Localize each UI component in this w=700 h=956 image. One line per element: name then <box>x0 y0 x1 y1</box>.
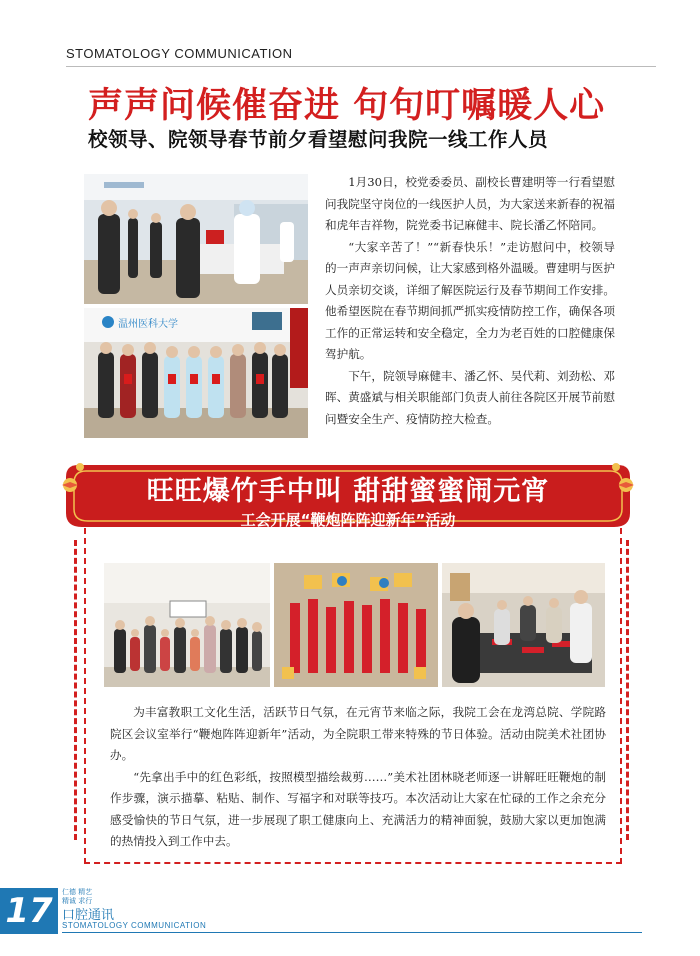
photo-visit-reception <box>84 174 308 304</box>
photo-event-workshop <box>442 563 605 687</box>
photo-sign-text: 温州医科大学 <box>118 319 178 330</box>
article1-paragraph: 1月30日，校党委委员、副校长曹建明等一行看望慰问我院坚守岗位的一线医护人员，为大家送来新春的祝福和虎年吉祥物，院党委书记麻健丰、院长潘乙怀陪同。 <box>325 175 615 232</box>
event-banner <box>58 455 638 545</box>
footer-rule <box>62 932 642 933</box>
article1-body <box>325 172 615 430</box>
article-title: 声声问候催奋进 句句叮嘱暖人心 <box>88 86 606 126</box>
article2-paragraph: 为丰富教职工文化生活，活跃节日气氛，在元宵节来临之际，我院工会在龙湾总院、学院路院区会议室举行“鞭炮阵阵迎新年”活动，为全院职工带来特殊的节日体验。活动由院美术社团协办。 <box>110 705 606 762</box>
footer-motto-line: 精诚 求行 <box>62 897 93 905</box>
footer-motto-line: 仁德 精艺 <box>62 888 93 896</box>
frame-dash-right <box>626 540 633 840</box>
article2-paragraph: “先拿出手中的红色彩纸，按照模型描绘裁剪……”美术社团林晓老师逐一讲解旺旺鞭炮的制作步骤，演示描摹、粘贴、制作、写福字和对联等技巧。本次活动让大家在忙碌的工作之余充分感受愉快的节日气氛，进一步展现了职工健康向上、充满活力的精神面貌，鼓励大家以更加饱满的热情投入到工作中去。 <box>110 769 606 848</box>
article2-body <box>110 702 606 853</box>
footer-magazine-name: 口腔通讯 <box>62 908 115 923</box>
article1-paragraph: 下午，院领导麻健丰、潘乙怀、吴代莉、刘劲松、邓晖、黄盛斌与相关职能部门负责人前往各院区开展节前慰问暨安全生产、疫情防控大检查。 <box>325 368 615 426</box>
photo-event-firecrackers <box>274 563 438 687</box>
article1-paragraph: “大家辛苦了！”“新春快乐！”走访慰问中，校领导的一声声亲切问候，让大家感到格外温暖。曹建明与医护人员亲切交谈，详细了解医院运行及春节期间工作安排。他希望医院在春节期间抓严抓实疫情防控工作，确保各项工作的正常运转和安全稳定，全力为老百姓的口腔健康保驾护航。 <box>325 239 615 361</box>
photo-event-group <box>104 563 270 687</box>
footer-english-name: STOMATOLOGY COMMUNICATION <box>62 921 207 930</box>
banner-subtitle: 工会开展“鞭炮阵阵迎新年”活动 <box>240 511 456 529</box>
header-title: STOMATOLOGY COMMUNICATION <box>66 46 293 61</box>
photo-visit-group <box>84 308 308 438</box>
frame-dash-left <box>74 540 81 840</box>
banner-title: 旺旺爆竹手中叫 甜甜蜜蜜闹元宵 <box>146 476 550 507</box>
article-subtitle: 校领导、院领导春节前夕看望慰问我院一线工作人员 <box>88 128 549 151</box>
page-number: 17 <box>0 888 58 934</box>
